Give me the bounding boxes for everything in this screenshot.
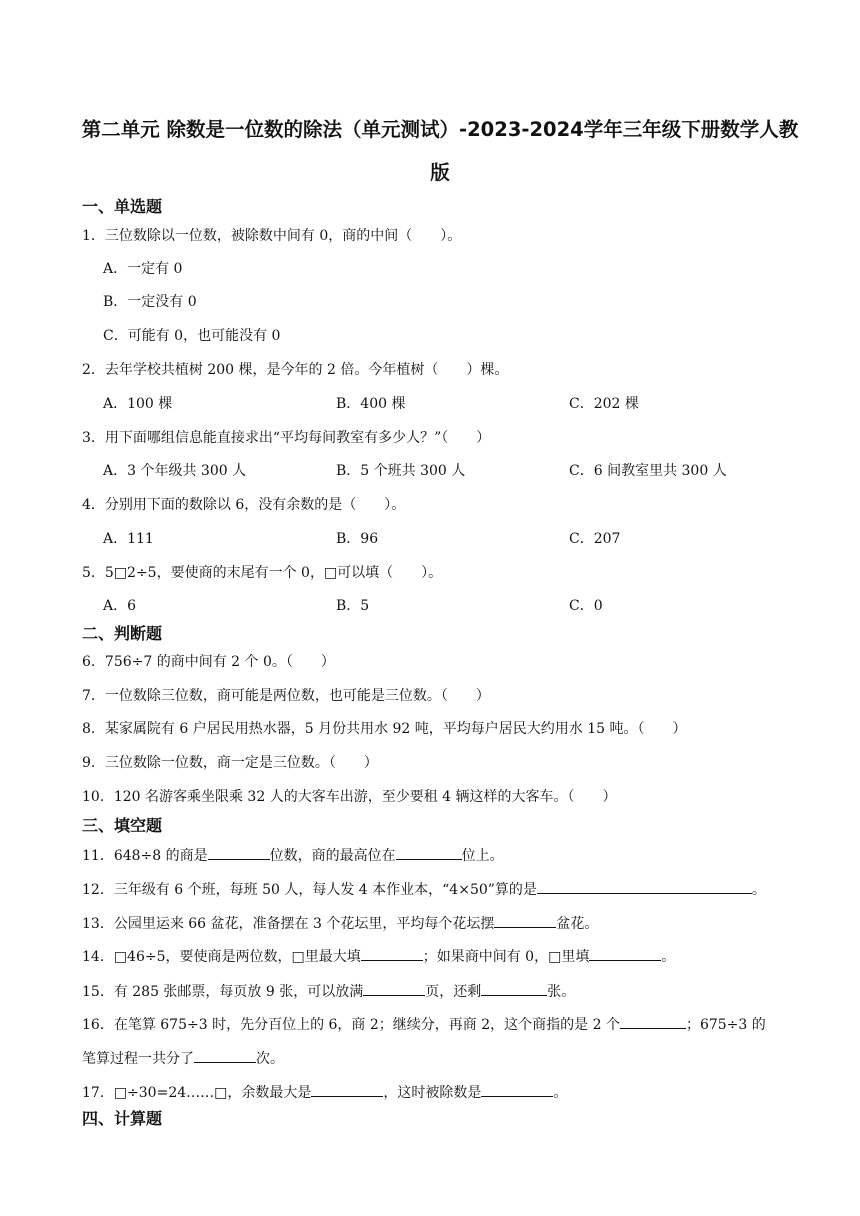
section-heading-calculation: 四、计算题 bbox=[82, 1109, 163, 1128]
question-15-text-2: 页，还剩 bbox=[425, 984, 482, 1000]
answer-blank[interactable] bbox=[481, 980, 547, 996]
question-16-line-1 bbox=[82, 1013, 766, 1035]
question-9: 9．三位数除一位数，商一定是三位数。（ ） bbox=[82, 755, 378, 771]
question-1-option-b: B．一定没有 0 bbox=[103, 294, 197, 310]
question-13 bbox=[82, 912, 598, 934]
question-1-option-c: C．可能有 0，也可能没有 0 bbox=[103, 328, 281, 344]
question-16-text-3: 笔算过程一共分了 bbox=[82, 1051, 194, 1067]
section-heading-true-false: 二、判断题 bbox=[82, 624, 163, 643]
answer-blank[interactable] bbox=[620, 1013, 686, 1029]
question-14 bbox=[82, 945, 675, 967]
question-3: 3．用下面哪组信息能直接求出“平均每间教室有多少人？”（ ） bbox=[82, 430, 491, 446]
question-11-text-2: 位数，商的最高位在 bbox=[269, 848, 396, 864]
answer-blank[interactable] bbox=[396, 844, 462, 860]
page-title: 第二单元 除数是一位数的除法（单元测试）-2023-2024学年三年级下册数学人教 bbox=[81, 118, 799, 141]
question-7: 7．一位数除三位数，商可能是两位数，也可能是三位数。（ ） bbox=[82, 688, 490, 704]
question-14-text-3: 。 bbox=[661, 949, 676, 965]
question-17-text-3: 。 bbox=[553, 1085, 568, 1101]
question-17 bbox=[82, 1081, 567, 1103]
question-12-text-2: 。 bbox=[751, 882, 766, 898]
question-6: 6．756÷7 的商中间有 2 个 0。（ ） bbox=[82, 654, 335, 670]
answer-blank[interactable] bbox=[589, 945, 661, 961]
section-heading-fill-blank: 三、填空题 bbox=[82, 816, 163, 835]
answer-blank[interactable] bbox=[494, 912, 556, 928]
question-8: 8．某家属院有 6 户居民用热水器，5 月份共用水 92 吨，平均每户居民大约用水 15 吨。（ ） bbox=[82, 721, 687, 737]
question-5-option-c: C．0 bbox=[569, 598, 603, 614]
question-4-option-b: B．96 bbox=[336, 531, 379, 547]
question-15-text-3: 张。 bbox=[547, 984, 576, 1000]
question-15-text-1: 15．有 285 张邮票，每页放 9 张，可以放满 bbox=[82, 984, 364, 1000]
question-2-option-a: A．100 棵 bbox=[103, 396, 173, 412]
question-2: 2．去年学校共植树 200 棵，是今年的 2 倍。今年植树（ ）棵。 bbox=[82, 362, 509, 378]
question-16-text-4: 次。 bbox=[256, 1051, 284, 1067]
question-2-option-b: B．400 棵 bbox=[336, 396, 406, 412]
answer-blank[interactable] bbox=[361, 945, 423, 961]
question-3-option-a: A．3 个年级共 300 人 bbox=[103, 463, 247, 479]
question-15 bbox=[82, 980, 575, 1002]
question-14-text-1: 14．□46÷5，要使商是两位数，□里最大填 bbox=[82, 949, 361, 965]
question-13-text-2: 盆花。 bbox=[556, 916, 599, 932]
answer-blank[interactable] bbox=[537, 878, 752, 894]
question-2-option-c: C．202 棵 bbox=[569, 396, 639, 412]
answer-blank[interactable] bbox=[363, 980, 425, 996]
question-11-text-1: 11．648÷8 的商是 bbox=[82, 848, 208, 864]
question-16-text-2: ；675÷3 的 bbox=[685, 1017, 766, 1033]
question-13-text-1: 13．公园里运来 66 盆花，准备摆在 3 个花坛里，平均每个花坛摆 bbox=[82, 916, 495, 932]
question-4: 4．分别用下面的数除以 6，没有余数的是（ ）。 bbox=[82, 497, 406, 513]
question-5: 5．5□2÷5，要使商的末尾有一个 0，□可以填（ ）。 bbox=[82, 565, 443, 581]
question-12-text-1: 12．三年级有 6 个班，每班 50 人，每人发 4 本作业本，“4×50”算的是 bbox=[82, 882, 537, 898]
question-5-option-a: A．6 bbox=[103, 598, 137, 614]
question-3-option-c: C．6 间教室里共 300 人 bbox=[569, 463, 727, 479]
answer-blank[interactable] bbox=[481, 1081, 553, 1097]
question-10: 10．120 名游客乘坐限乘 32 人的大客车出游，至少要租 4 辆这样的大客车。（ ） bbox=[82, 789, 617, 805]
question-11-text-3: 位上。 bbox=[461, 848, 504, 864]
question-1-option-a: A．一定有 0 bbox=[103, 261, 183, 277]
question-3-option-b: B．5 个班共 300 人 bbox=[336, 463, 466, 479]
answer-blank[interactable] bbox=[194, 1047, 256, 1063]
question-16-line-2 bbox=[82, 1047, 284, 1069]
page-title-continued: 版 bbox=[430, 161, 450, 184]
answer-blank[interactable] bbox=[311, 1081, 383, 1097]
question-16-text-1: 16．在笔算 675÷3 时，先分百位上的 6，商 2；继续分，再商 2，这个商指的是 2 个 bbox=[82, 1017, 620, 1033]
question-5-option-b: B．5 bbox=[336, 598, 370, 614]
question-11 bbox=[82, 844, 504, 866]
answer-blank[interactable] bbox=[208, 844, 270, 860]
question-1: 1．三位数除以一位数，被除数中间有 0，商的中间（ ）。 bbox=[82, 228, 462, 244]
section-heading-single-choice: 一、单选题 bbox=[82, 197, 163, 216]
question-14-text-2: ；如果商中间有 0，□里填 bbox=[422, 949, 590, 965]
question-17-text-1: 17．□÷30=24……□，余数最大是 bbox=[82, 1085, 312, 1101]
question-17-text-2: ，这时被除数是 bbox=[383, 1085, 482, 1101]
question-12 bbox=[82, 878, 766, 900]
question-4-option-a: A．111 bbox=[103, 531, 154, 547]
question-4-option-c: C．207 bbox=[569, 531, 621, 547]
